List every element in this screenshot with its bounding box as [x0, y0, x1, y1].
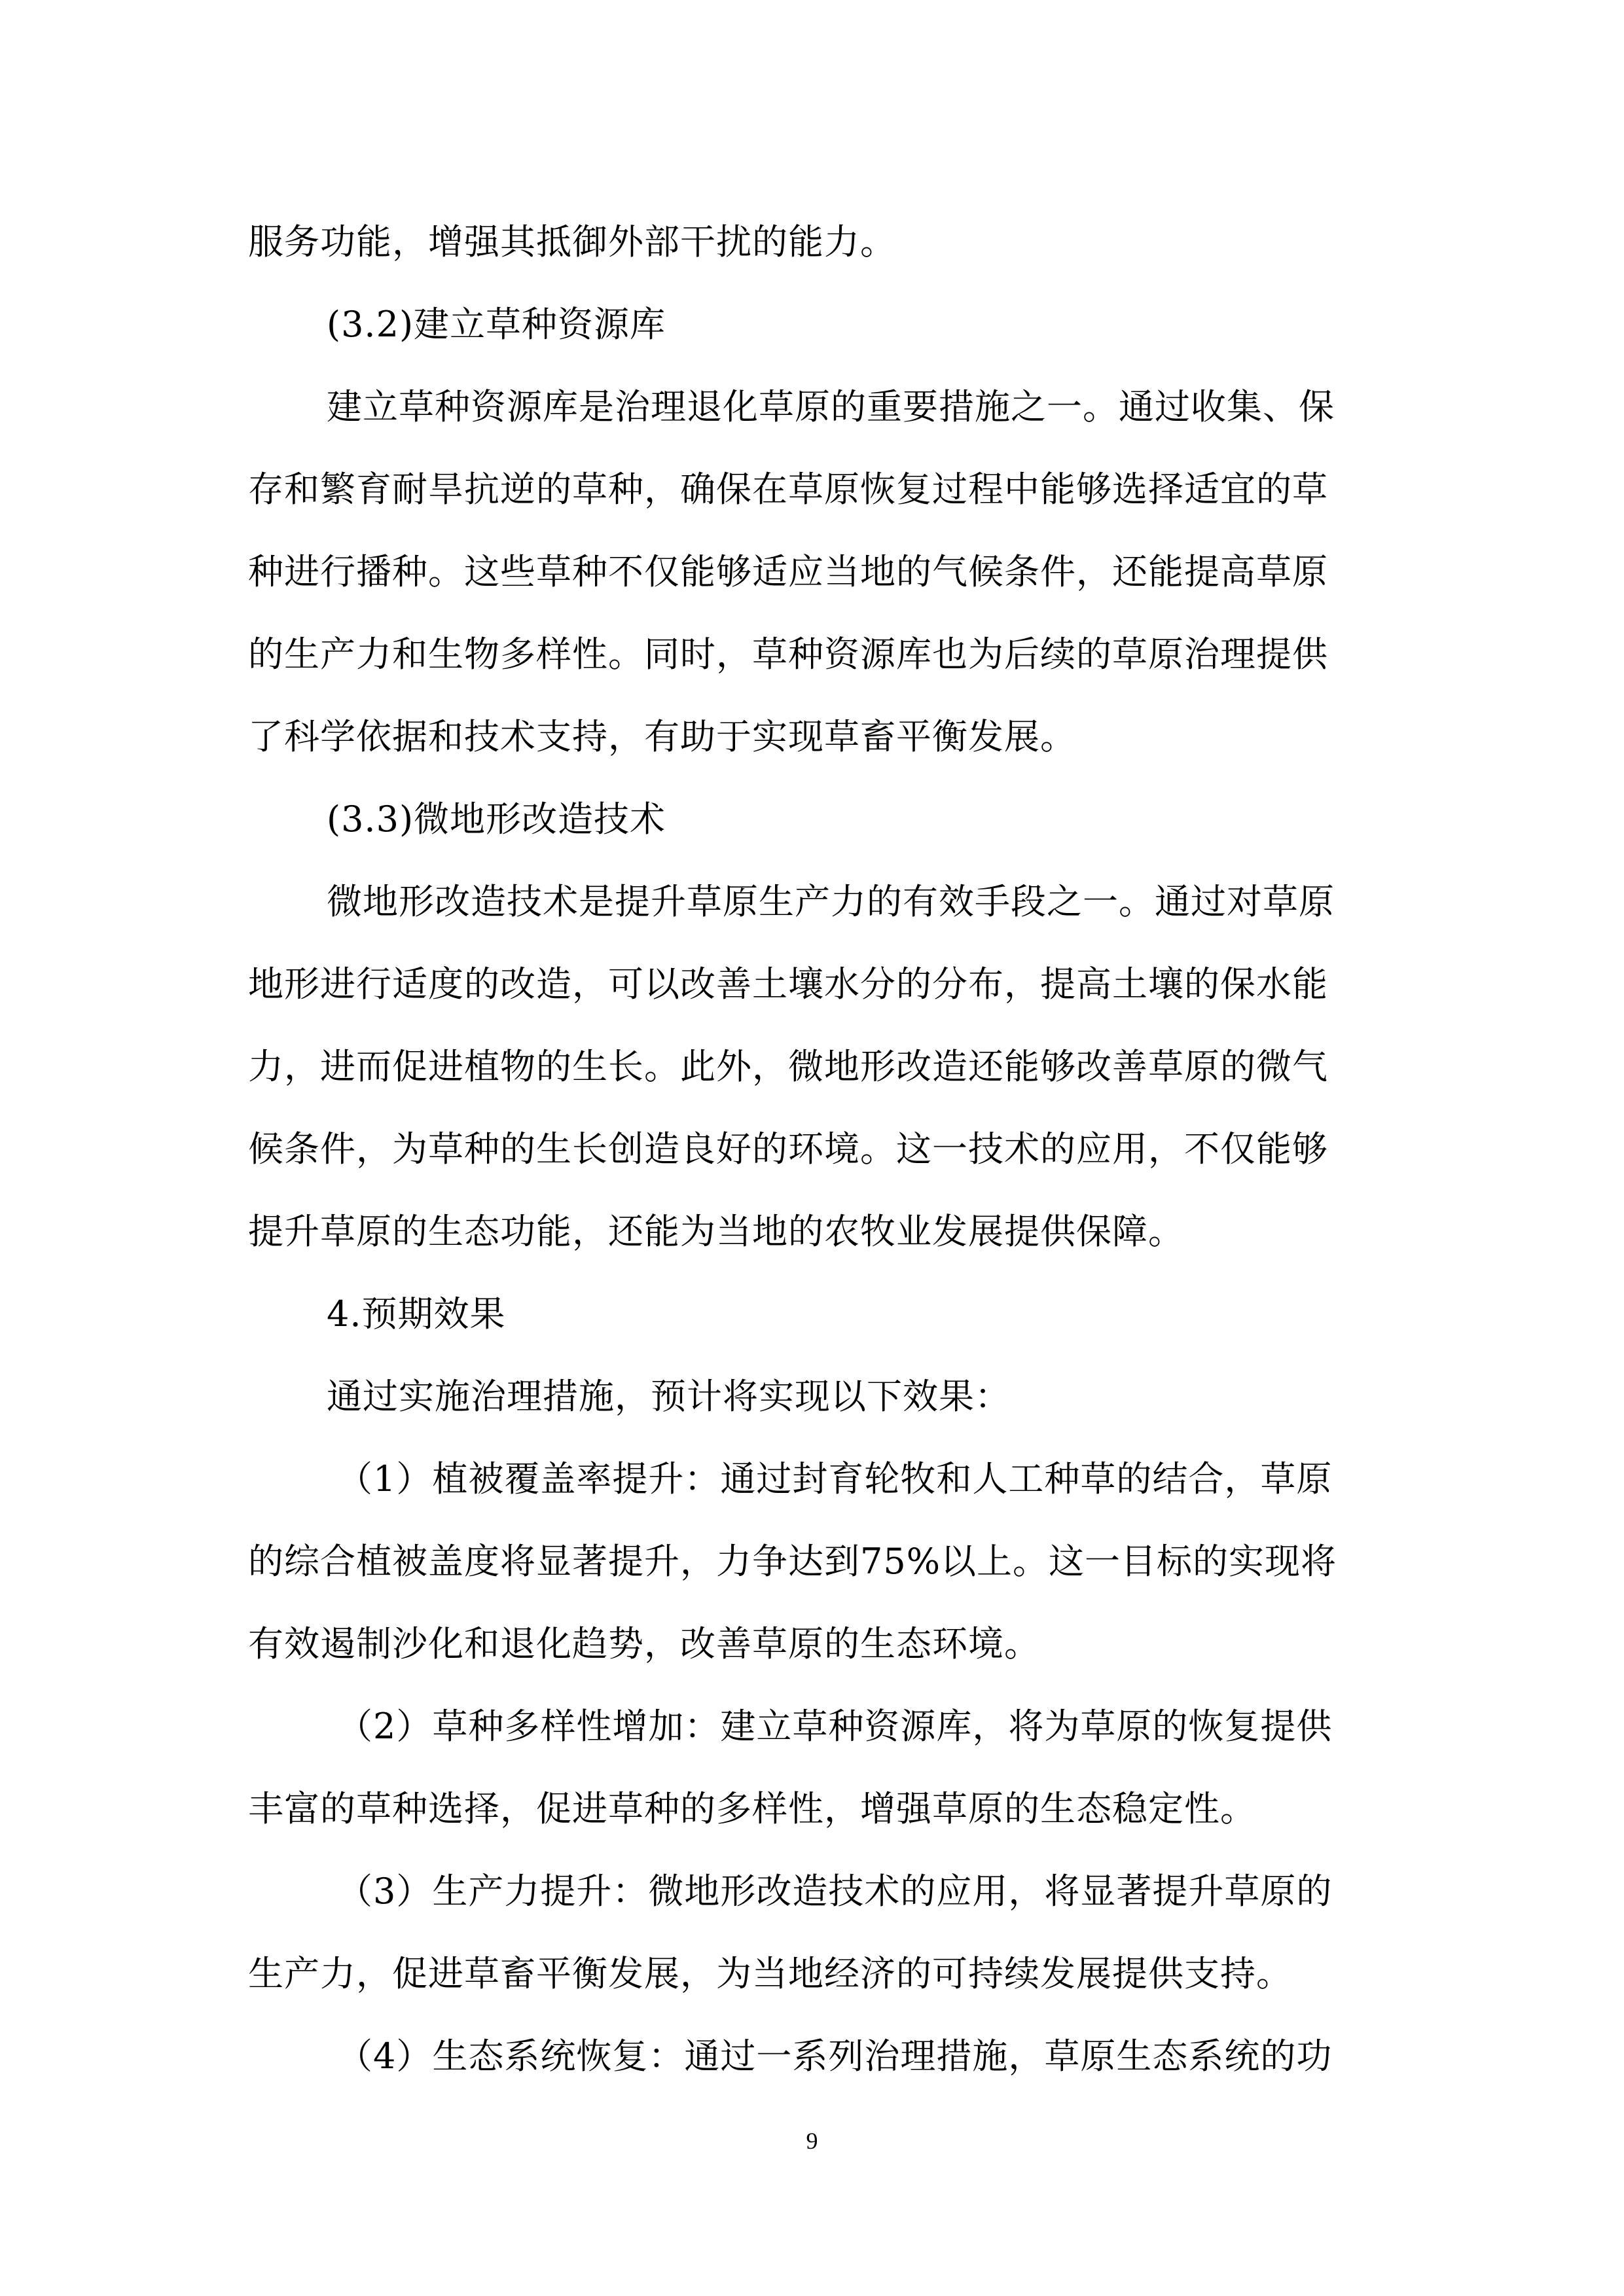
list-item-line: （2）草种多样性增加：建立草种资源库，将为草原的恢复提供	[337, 1706, 1333, 1747]
paragraph-line: 存和繁育耐旱抗逆的草种，确保在草原恢复过程中能够选择适宜的草	[248, 469, 1328, 510]
paragraph-line: 地形进行适度的改造，可以改善土壤水分的分布，提高土壤的保水能	[248, 963, 1328, 1005]
paragraph-line: 有效遏制沙化和退化趋势，改善草原的生态环境。	[248, 1623, 1040, 1664]
paragraph-line: 通过实施治理措施，预计将实现以下效果：	[327, 1376, 1011, 1417]
paragraph-line: 提升草原的生态功能，还能为当地的农牧业发展提供保障。	[248, 1211, 1184, 1252]
list-item-line: （1）植被覆盖率提升：通过封育轮牧和人工种草的结合，草原	[337, 1458, 1333, 1499]
paragraph-line: 服务功能，增强其抵御外部干扰的能力。	[248, 221, 896, 262]
paragraph-line: 生产力，促进草畜平衡发展，为当地经济的可持续发展提供支持。	[248, 1953, 1292, 1994]
paragraph-line: 建立草种资源库是治理退化草原的重要措施之一。通过收集、保	[327, 386, 1335, 427]
list-item-line: （3）生产力提升：微地形改造技术的应用，将显著提升草原的	[337, 1871, 1333, 1912]
paragraph-line: 种进行播种。这些草种不仅能够适应当地的气候条件，还能提高草原	[248, 551, 1328, 592]
paragraph-line: 候条件，为草种的生长创造良好的环境。这一技术的应用，不仅能够	[248, 1128, 1328, 1170]
paragraph-line: 了科学依据和技术支持，有助于实现草畜平衡发展。	[248, 716, 1076, 757]
paragraph-line: 的综合植被盖度将显著提升，力争达到75%以上。这一目标的实现将	[248, 1541, 1337, 1582]
list-item-line: （4）生态系统恢复：通过一系列治理措施，草原生态系统的功	[337, 2036, 1333, 2077]
paragraph-line: 力，进而促进植物的生长。此外，微地形改造还能够改善草原的微气	[248, 1046, 1328, 1087]
section-heading: 4.预期效果	[327, 1293, 506, 1335]
paragraph-line: 的生产力和生物多样性。同时，草种资源库也为后续的草原治理提供	[248, 634, 1328, 675]
paragraph-line: 微地形改造技术是提升草原生产力的有效手段之一。通过对草原	[327, 881, 1335, 922]
section-heading: (3.3)微地形改造技术	[327, 798, 666, 840]
section-heading: (3.2)建立草种资源库	[327, 304, 666, 345]
paragraph-line: 丰富的草种选择，促进草种的多样性，增强草原的生态稳定性。	[248, 1788, 1256, 1829]
page-number: 9	[806, 2128, 818, 2154]
